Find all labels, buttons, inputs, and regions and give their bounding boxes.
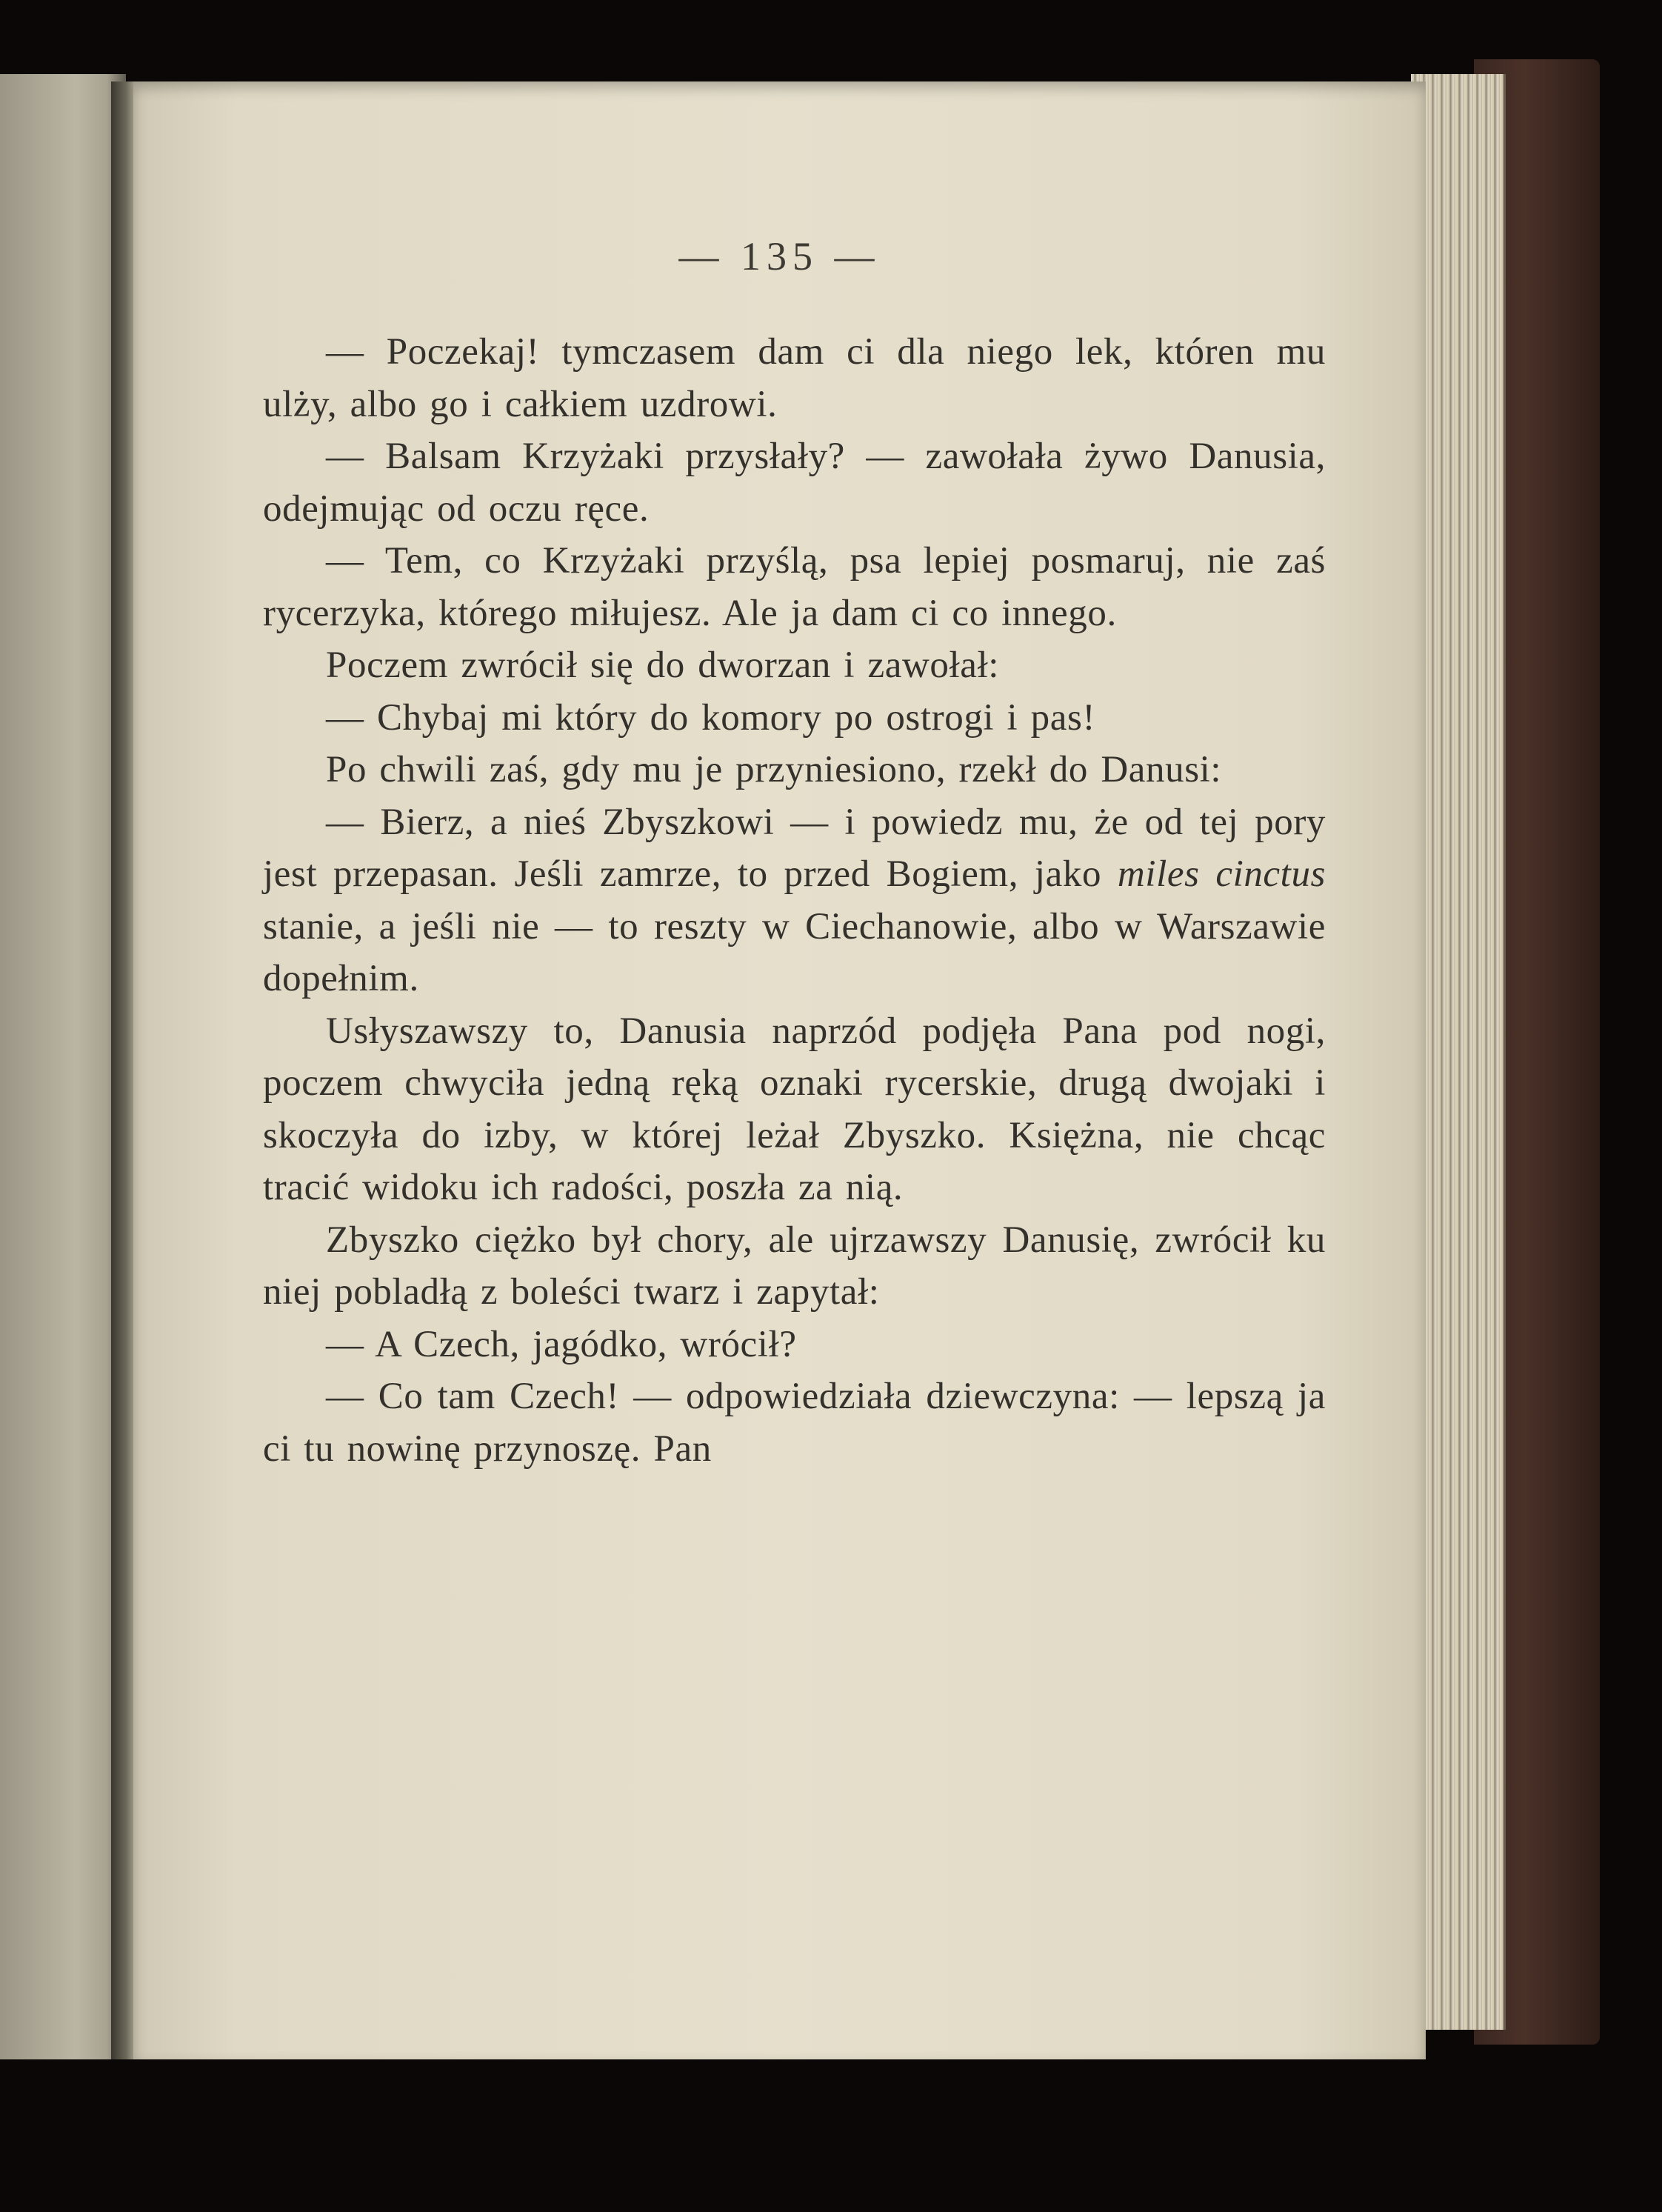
left-facing-page: [0, 74, 126, 2059]
paragraph-6: Po chwili zaś, gdy mu je przyniesiono, rzekł do Danusi:: [326, 749, 1222, 790]
page-number: — 135 —: [678, 234, 881, 279]
paragraph-10: — A Czech, jagódko, wrócił?: [326, 1323, 797, 1365]
paragraph-8: Usłyszawszy to, Danusia naprzód podjęła Pana pod nogi, poczem chwyciła jedną ręką oznaki rycerskie, drugą dwojaki i skoczyła do izby, w której leżał Zbyszko. Księżna, nie chcąc tracić widoku ich radości, poszła za nią.: [263, 1010, 1326, 1208]
paragraph-11: — Co tam Czech! — odpowiedziała dziewczyna: — lepszą ja ci tu nowinę przynoszę. Pan: [263, 1376, 1326, 1470]
paragraph-4: Poczem zwrócił się do dworzan i zawołał:: [326, 644, 1000, 686]
latin-phrase: miles cinctus: [1117, 853, 1326, 895]
paragraph-2: — Balsam Krzyżaki przysłały? — zawołała żywo Danusia, odejmując od oczu ręce.: [263, 436, 1326, 530]
paragraph-3: — Tem, co Krzyżaki przyślą, psa lepiej posmaruj, nie zaś rycerzyka, którego miłujesz. Ale ja dam ci co innego.: [263, 540, 1326, 634]
paragraph-1: — Poczekaj! tymczasem dam ci dla niego lek, któren mu ulży, albo go i całkiem uzdrowi.: [263, 331, 1326, 425]
paragraph-7: — Bierz, a nieś Zbyszkowi — i powiedz mu, że od tej pory jest przepasan. Jeśli zamrze, to przed Bogiem, jako miles cinctus stanie, a jeśli nie — to reszty w Ciechanowie, albo w Warszawie dopełnim.: [263, 801, 1326, 999]
page-text: [263, 326, 1326, 1475]
book-page: [133, 81, 1426, 2059]
paragraph-5: — Chybaj mi który do komory po ostrogi i pas!: [326, 696, 1096, 739]
paragraph-9: Zbyszko ciężko był chory, ale ujrzawszy Danusię, zwrócił ku niej pobladłą z boleści twarz i zapytał:: [263, 1219, 1326, 1313]
